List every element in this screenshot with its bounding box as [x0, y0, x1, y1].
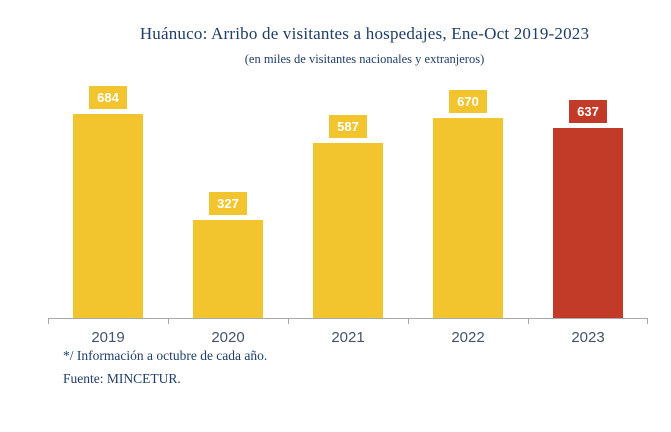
bar-group-2021 [288, 85, 408, 318]
x-axis-tick [408, 319, 409, 324]
bar-value-label-2019: 684 [89, 86, 127, 109]
bar-value-label-2021: 587 [329, 115, 367, 138]
chart-title: Huánuco: Arribo de visitantes a hospedajes, Ene-Oct 2019-2023 [139, 24, 590, 43]
footnote: */ Información a octubre de cada año. [63, 348, 268, 363]
chart-subtitle: (en miles de visitantes nacionales y extranjeros) [244, 52, 485, 66]
x-axis-label-2023: 2023 [571, 329, 605, 346]
bar-group-2019 [48, 85, 168, 318]
x-axis-label-2020: 2020 [211, 329, 245, 346]
plot-area [48, 85, 648, 346]
bar-value-label-2022: 670 [449, 90, 487, 113]
x-axis-tick [647, 319, 648, 324]
bar-group-2020 [168, 85, 288, 318]
x-axis-label-2019: 2019 [91, 329, 125, 346]
x-axis-tick [48, 319, 49, 324]
x-axis-tick [288, 319, 289, 324]
x-axis-line [48, 318, 648, 319]
x-axis-tick [528, 319, 529, 324]
bar-group-2022 [408, 85, 528, 318]
x-axis-label-2022: 2022 [451, 329, 485, 346]
x-axis-label-2021: 2021 [331, 329, 365, 346]
bar-2022 [433, 118, 503, 318]
bar-group-2023 [528, 85, 648, 318]
bar-2021 [313, 143, 383, 318]
bar-2019 [73, 114, 143, 318]
x-axis-tick [168, 319, 169, 324]
bar-2020 [193, 220, 263, 318]
source-note: Fuente: MINCETUR. [63, 371, 181, 386]
bar-2023 [553, 128, 623, 318]
bar-value-label-2023: 637 [569, 100, 607, 123]
bar-value-label-2020: 327 [209, 192, 247, 215]
